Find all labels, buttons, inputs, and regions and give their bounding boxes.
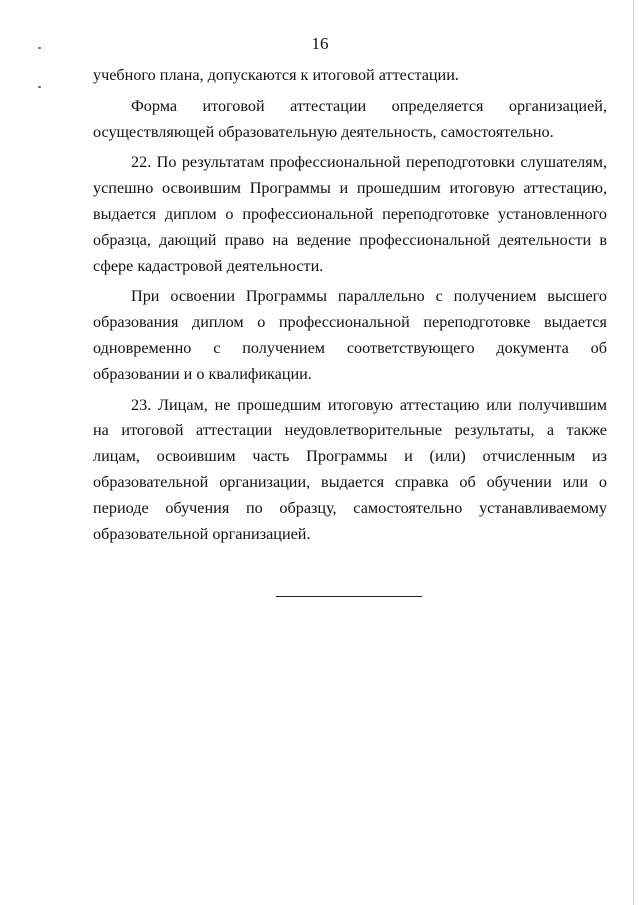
scan-speck (38, 86, 41, 88)
page-number: 16 (311, 34, 329, 53)
body-text (93, 63, 607, 547)
separator-line (276, 596, 422, 597)
page-edge-line (633, 0, 634, 905)
paragraph-parallel: При освоении Программы параллельно с получением высшего образования диплом о профессиональной переподготовке выдается одновременно с получением соответствующего документа об образовании и о квалификации. (93, 287, 607, 383)
paragraph-23: 23. Лицам, не прошедшим итоговую аттестацию или получившим на итоговой аттестации неудовлетворительные результаты, а также лицам, освоившим часть Программы и (или) отчисленным из образовательной организации, выдается справка об обучении или о периоде обучения по образцу, самостоятельно устанавливаемому образовательной организацией. (93, 395, 607, 543)
paragraph-22: 22. По результатам профессиональной переподготовки слушателям, успешно освоившим Программы и прошедшим итоговую аттестацию, выдается диплом о профессиональной переподготовке установленного образца, дающий право на ведение профессиональной деятельности в сфере кадастровой деятельности. (93, 153, 607, 275)
paragraph-form: Форма итоговой аттестации определяется организацией, осуществляющей образовательную деятельность, самостоятельно. (93, 96, 607, 141)
paragraph-continuation: учебного плана, допускаются к итоговой аттестации. (93, 66, 459, 84)
